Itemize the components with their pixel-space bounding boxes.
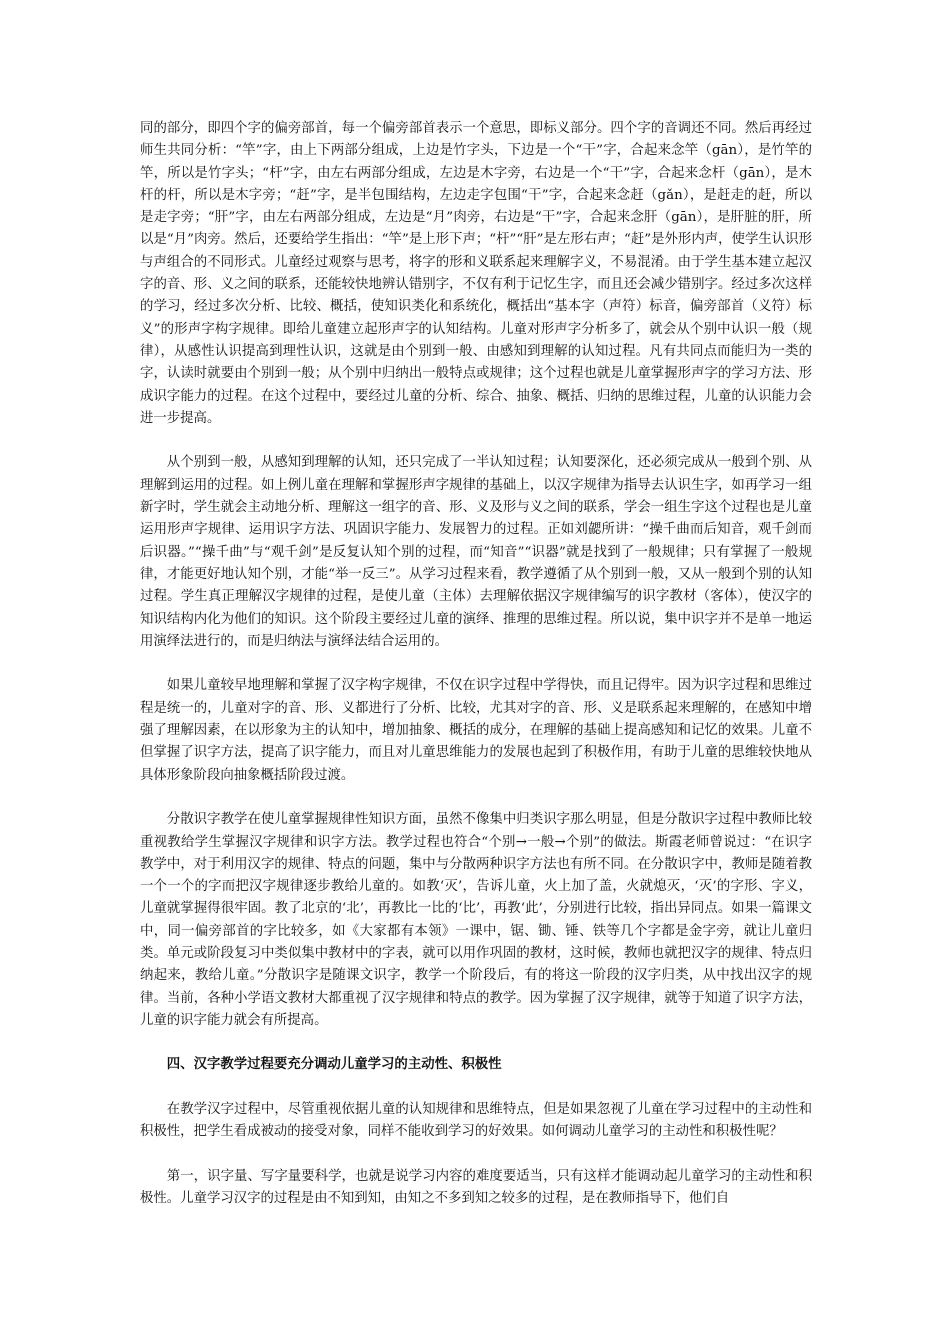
paragraph-continuation: 同的部分，即四个字的偏旁部首，每一个偏旁部首表示一个意思，即标义部分。四个字的音调还不同。然后再经过师生共同分析：“竿”字，由上下两部分组成，上边是竹字头，下边是一个“干”字，合起来念竿（gān），是竹竿的竿，所以是竹字头；“杆”字，由左右两部分组成，左边是木字旁，右边是一个“干”字，合起来念杆（gān），是木杆的杆，所以是木字旁；“赶”字，是半包围结构，左边走字包围“干”字，合起来念赶（gǎn），是赶走的赶，所以是走字旁；“肝”字，由左右两部分组成，左边是“月”肉旁，右边是“干”字，合起来念肝（gān），是肝脏的肝，所以是“月”肉旁。然后，还要给学生指出：“竿”是上形下声；“杆”“肝”是左形右声；“赶”是外形内声，使学生认识形与声组合的不同形式。儿童经过观察与思考，将字的形和义联系起来理解字义，不易混淆。由于学生基本建立起汉字的音、形、义之间的联系，还能较快地辨认错别字，不仅有利于记忆生字，而且还会减少错别字。经过多次这样的学习，经过多次分析、比较、概括，使知识类化和系统化，概括出“基本字（声符）标音，偏旁部首（义符）标义”的形声字构字规律。即给儿童建立起形声字的认知结构。儿童对形声字分析多了，就会从个别中认识一般（规律），从感性认识提高到理性认识，这就是由个别到一般、由感知到理解的认知过程。凡有共同点而能归为一类的字，认读时就要由个别到一般；从个别中归纳出一般特点或规律；这个过程也就是儿童掌握形声字的学习方法、形成识字能力的过程。在这个过程中，要经过儿童的分析、综合、抽象、概括、归纳的思维过程，儿童的认识能力会进一步提高。 [140,121,812,426]
paragraph-motivation: 在教学汉字过程中，尽管重视依据儿童的认知规律和思维特点，但是如果忽视了儿童在学习过程中的主动性和积极性，把学生看成被动的接受对象，同样不能收到学习的好效果。如何调动儿童学习的主动性和积极性呢？ [140,1102,812,1140]
paragraph-early-mastery: 如果儿童较早地理解和掌握了汉字构字规律，不仅在识字过程中学得快，而且记得牢。因为识字过程和思维过程是统一的，儿童对字的音、形、义都进行了分析、比较，尤其对字的音、形、义是联系起来理解的，在感知中增强了理解因素，在以形象为主的认知中，增加抽象、概括的成分，在理解的基础上提高感知和记忆的效果。儿童不但掌握了识字方法，提高了识字能力，而且对儿童思维能力的发展也起到了积极作用，有助于儿童的思维较快地从具体形象阶段向抽象概括阶段过渡。 [140,678,812,783]
paragraph-distributed-literacy: 分散识字教学在使儿童掌握规律性知识方面，虽然不像集中归类识字那么明显，但是分散识字过程中教师比较重视教给学生掌握汉字规律和识字方法。教学过程也符合“个别→一般→个别”的做法。斯霞老师曾说过：“在识字教学中，对于利用汉字的规律、特点的问题，集中与分散两种识字方法也有所不同。在分散识字中，教师是随着教一个一个的字而把汉字规律逐步教给儿童的。如教‘灭’，告诉儿童，火上加了盖，火就熄灭，‘灭’的字形、字义，儿童就掌握得很牢固。教了北京的‘北’，再教比一比的‘比’，再教‘此’，分别进行比较，指出异同点。如果一篇课文中，同一偏旁部首的字比较多，如《大家都有本领》一课中，锯、锄、锤、铁等几个字都是金字旁，就让儿童归类。单元或阶段复习中类似集中教材中的字表，就可以用作巩固的教材，这时候，教师也就把汉字的规律、特点归纳起来，教给儿童。”分散识字是随课文识字，教学一个阶段后，有的将这一阶段的汉字归类，从中找出汉字的规律。当前，各种小学语文教材大都重视了汉字规律和特点的教学。因为掌握了汉字规律，就等于知道了识字方法，儿童的识字能力就会有所提高。 [140,812,812,1028]
document-page [140,118,812,1233]
paragraph-general-to-specific: 从个别到一般，从感知到理解的认知，还只完成了一半认知过程；认知要深化，还必须完成从一般到个别、从理解到运用的过程。如上例儿童在理解和掌握形声字规律的基础上，以汉字规律为指导去认识生字，如再学习一组新字时，学生就会主动地分析、理解这一组字的音、形、义及形与义之间的联系，学会一组生字这个过程也是儿童运用形声字规律、运用识字方法、巩固识字能力、发展智力的过程。正如刘勰所讲：“操千曲而后知音，观千剑而后识器。”“操千曲”与“观千剑”是反复认知个别的过程，而“知音”“识器”就是找到了一般规律；只有掌握了一般规律，才能更好地认知个别，才能“举一反三”。从学习过程来看，教学遵循了从个别到一般，又从一般到个别的认知过程。学生真正理解汉字规律的过程，是使儿童（主体）去理解依据汉字规律编写的识字教材（客体），使汉字的知识结构内化为他们的知识。这个阶段主要经过儿童的演绎、推理的思维过程。所以说，集中识字并不是单一地运用演绎法进行的，而是归纳法与演绎法结合运用的。 [140,455,812,649]
section-heading: 四、汉字教学过程要充分调动儿童学习的主动性、积极性 [166,1057,502,1073]
paragraph-first-point: 第一，识字量、写字量要科学，也就是说学习内容的难度要适当，只有这样才能调动起儿童学习的主动性和积极性。儿童学习汉字的过程是由不知到知，由知之不多到知之较多的过程，是在教师指导下，他们自 [140,1168,812,1207]
